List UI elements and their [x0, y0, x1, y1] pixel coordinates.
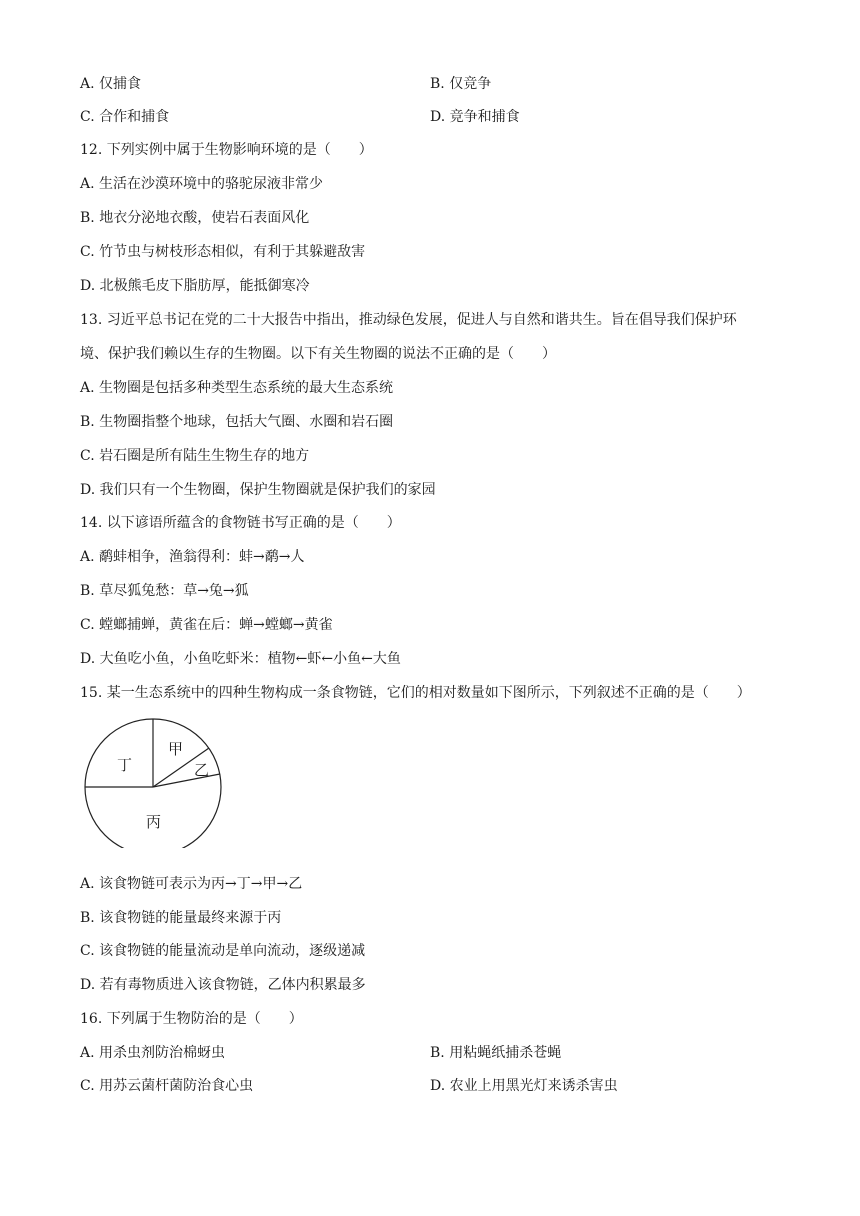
- q15-option-b: B. 该食物链的能量最终来源于丙: [80, 910, 282, 926]
- q16-option-d: D. 农业上用黑光灯来诱杀害虫: [430, 1078, 618, 1094]
- q15-stem: 15. 某一生态系统中的四种生物构成一条食物链，它们的相对数量如下图所示，下列叙述不正确的是（ ）: [80, 685, 751, 701]
- q12-option-c: C. 竹节虫与树枝形态相似，有利于其躲避敌害: [80, 244, 366, 260]
- q15-option-c: C. 该食物链的能量流动是单向流动，逐级递减: [80, 943, 366, 959]
- q11-option-a: A. 仅捕食: [80, 76, 142, 92]
- q15-option-a: A. 该食物链可表示为丙→丁→甲→乙: [80, 876, 303, 892]
- q14-option-c: C. 螳螂捕蝉，黄雀在后：蝉→螳螂→黄雀: [80, 617, 333, 633]
- q11-option-b: B. 仅竞争: [430, 76, 492, 92]
- q11-option-c: C. 合作和捕食: [80, 109, 170, 125]
- q12-option-d: D. 北极熊毛皮下脂肪厚，能抵御寒冷: [80, 278, 310, 294]
- q13-option-a: A. 生物圈是包括多种类型生态系统的最大生态系统: [80, 380, 394, 396]
- q13-option-d: D. 我们只有一个生物圈，保护生物圈就是保护我们的家园: [80, 482, 436, 498]
- pie-label-jia: 甲: [168, 740, 184, 758]
- q13-stem-line1: 13. 习近平总书记在党的二十大报告中指出，推动绿色发展，促进人与自然和谐共生。旨在倡导我们保护环: [80, 312, 737, 328]
- pie-label-yi: 乙: [194, 761, 210, 779]
- q14-option-a: A. 鹬蚌相争，渔翁得利：蚌→鹬→人: [80, 549, 305, 565]
- q13-option-b: B. 生物圈指整个地球，包括大气圈、水圈和岩石圈: [80, 414, 394, 430]
- q16-stem: 16. 下列属于生物防治的是（ ）: [80, 1011, 303, 1027]
- q14-option-d: D. 大鱼吃小鱼，小鱼吃虾米：植物←虾←小鱼←大鱼: [80, 651, 401, 667]
- q14-stem: 14. 以下谚语所蕴含的食物链书写正确的是（ ）: [80, 515, 401, 531]
- q16-option-a: A. 用杀虫剂防治棉蚜虫: [80, 1045, 226, 1061]
- q15-option-d: D. 若有毒物质进入该食物链，乙体内积累最多: [80, 977, 366, 993]
- q12-option-b: B. 地衣分泌地衣酸，使岩石表面风化: [80, 210, 310, 226]
- q16-option-c: C. 用苏云菌杆菌防治食心虫: [80, 1078, 254, 1094]
- q12-stem: 12. 下列实例中属于生物影响环境的是（ ）: [80, 142, 373, 158]
- q12-option-a: A. 生活在沙漠环境中的骆驼尿液非常少: [80, 176, 324, 192]
- pie-label-bing: 丙: [146, 813, 162, 831]
- q13-option-c: C. 岩石圈是所有陆生生物生存的地方: [80, 448, 310, 464]
- q15-pie-diagram: [80, 718, 230, 848]
- q16-option-b: B. 用粘蝇纸捕杀苍蝇: [430, 1045, 562, 1061]
- q11-option-d: D. 竞争和捕食: [430, 109, 520, 125]
- q14-option-b: B. 草尽狐兔愁：草→兔→狐: [80, 583, 249, 599]
- q13-stem-line2: 境、保护我们赖以生存的生物圈。以下有关生物圈的说法不正确的是（ ）: [80, 346, 556, 362]
- pie-label-ding: 丁: [117, 756, 133, 774]
